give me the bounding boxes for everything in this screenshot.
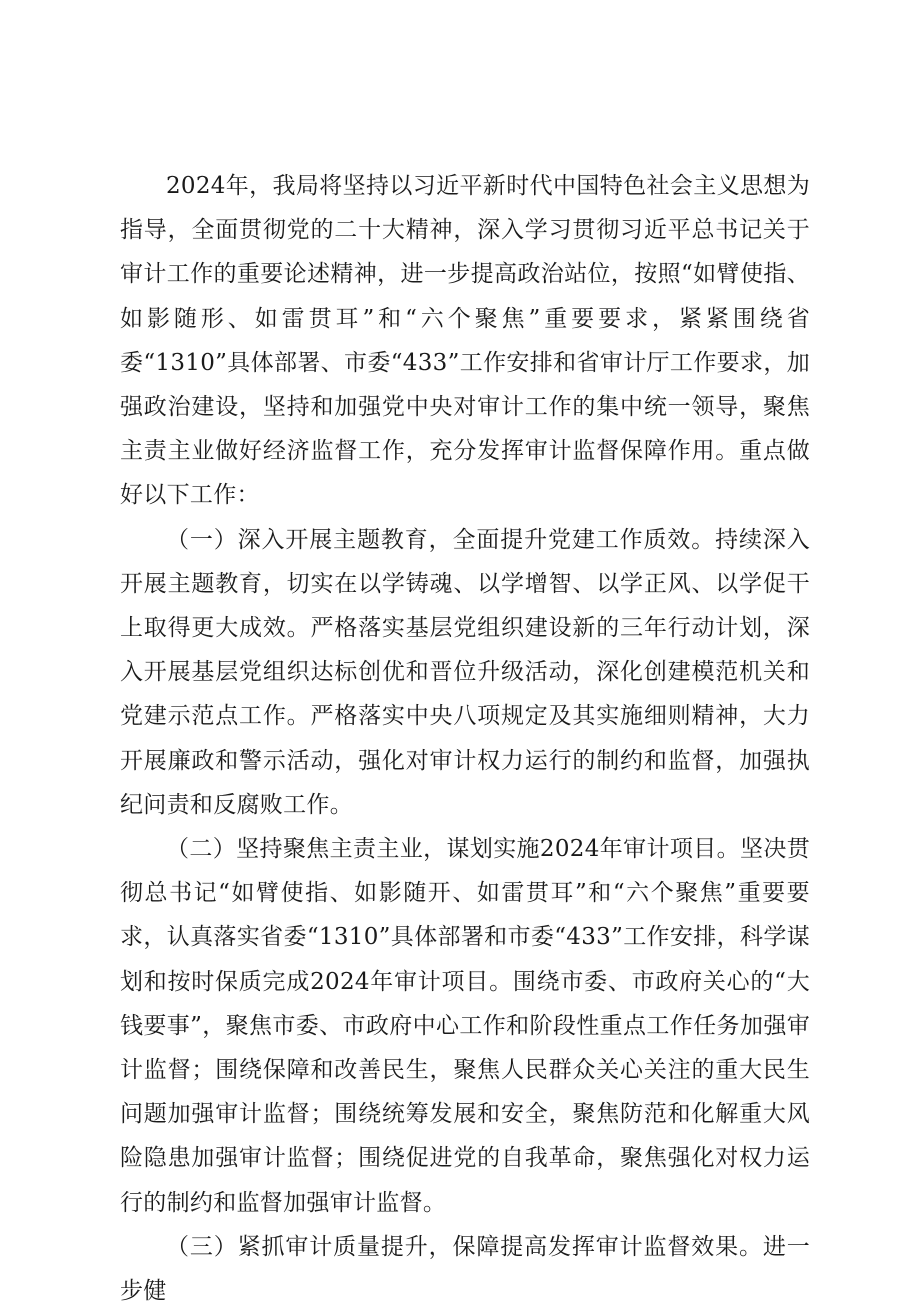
section-2-paragraph: （二）坚持聚焦主责主业，谋划实施2024年审计项目。坚决贯彻总书记“如臂使指、如影随开、如雷贯耳”和“六个聚焦”重要要求，认真落实省委“1310”具体部署和市委“433”工作安排，科学谋划和按时保质完成2024年审计项目。围绕市委、市政府关心的“大钱要事”，聚焦市委、市政府中心工作和阶段性重点工作任务加强审计监督；围绕保障和改善民生，聚焦人民群众关心关注的重大民生问题加强审计监督；围绕统筹发展和安全，聚焦防范和化解重大风险隐患加强审计监督；围绕促进党的自我革命，聚焦强化对权力运行的制约和监督加强审计监督。 [120, 836, 810, 1216]
section-1-paragraph: （一）深入开展主题教育，全面提升党建工作质效。持续深入开展主题教育，切实在以学铸魂、以学增智、以学正风、以学促干上取得更大成效。严格落实基层党组织建设新的三年行动计划，深入开展基层党组织达标创优和晋位升级活动，深化创建模范机关和党建示范点工作。严格落实中央八项规定及其实施细则精神，大力开展廉政和警示活动，强化对审计权力运行的制约和监督，加强执纪问责和反腐败工作。 [120, 526, 810, 818]
section-3-paragraph: （三）紧抓审计质量提升，保障提高发挥审计监督效果。进一步健 [120, 1233, 810, 1305]
document-body [120, 164, 810, 1313]
intro-paragraph: 2024年，我局将坚持以习近平新时代中国特色社会主义思想为指导，全面贯彻党的二十大精神，深入学习贯彻习近平总书记关于审计工作的重要论述精神，进一步提高政治站位，按照“如臂使指、如影随形、如雷贯耳”和“六个聚焦”重要要求，紧紧围绕省委“1310”具体部署、市委“433”工作安排和省审计厅工作要求，加强政治建设，坚持和加强党中央对审计工作的集中统一领导，聚焦主责主业做好经济监督工作，充分发挥审计监督保障作用。重点做好以下工作： [120, 173, 810, 509]
